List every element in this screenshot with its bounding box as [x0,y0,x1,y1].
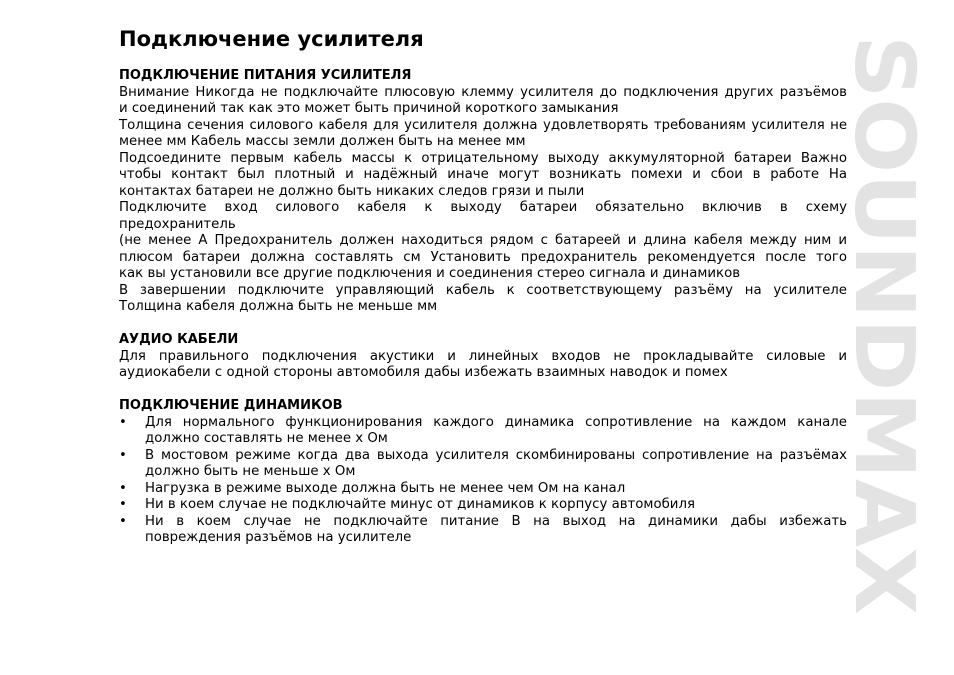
paragraph-line: (не менее А Предохранитель должен находиться рядом с батареей и длина кабеля между ним и [119,233,847,248]
list-item [119,448,847,481]
paragraph-line: Внимание Никогда не подключайте плюсовую клемму усилителя до подключения других разъёмов [119,84,847,100]
paragraph-line: как вы установили все другие подключения и соединения стерео сигнала и динамиков [119,266,741,281]
bullet-icon: • [119,480,127,496]
audio-paragraph [119,349,847,382]
page-title: Подключение усилителя [119,27,424,51]
list-item-line: повреждения разъёмов на усилителе [145,530,412,545]
section-heading-speakers: ПОДКЛЮЧЕНИЕ ДИНАМИКОВ [119,398,343,413]
paragraph-line: плюсом батареи должна составлять см Установить предохранитель рекомендуется после того [119,249,847,265]
paragraph-line: Подключите вход силового кабеля к выходу батареи обязательно включив в схему [119,200,847,215]
power-paragraph-warning [119,85,847,118]
list-item-line: Нагрузка в режиме выходе должна быть не менее чем Ом на канал [145,480,626,496]
list-item [119,497,847,514]
paragraph-line: и соединений так как это может быть причиной короткого замыкания [119,101,619,116]
paragraph-line: чтобы контакт был плотный и надёжный иначе могут возникать помехи и сбои в работе На [119,167,847,182]
power-paragraph-connect [119,200,847,233]
list-item [119,481,847,498]
speakers-bullet-list [119,415,847,547]
power-paragraph-remote [119,283,847,316]
soundmax-logo-text: SOUNDMAX [836,35,931,576]
paragraph-line: предохранитель [119,216,236,232]
list-item-line: должно быть не меньше х Ом [145,464,356,479]
power-paragraph-ground [119,151,847,201]
bullet-icon: • [119,497,127,512]
section-spacer [119,382,847,399]
list-item [119,415,847,448]
paragraph-line: Толщина кабеля должна быть не меньше мм [119,299,438,314]
bullet-icon: • [119,447,127,463]
list-item-line: должно составлять не менее х Ом [145,431,388,446]
paragraph-line: В завершении подключите управляющий кабель к соответствующему разъёму на усилителе [119,282,847,298]
section-spacer [119,316,847,333]
power-paragraph-cable-thickness [119,118,847,151]
paragraph-line: контактах батареи не должно быть никаких следов грязи и пыли [119,183,585,199]
document-body [119,68,847,547]
soundmax-logo [836,35,931,615]
list-item-line: В мостовом режиме когда два выхода усилителя скомбинированы сопротивление на разъёмах [145,447,847,463]
list-item-line: Для нормального функционирования каждого динамика сопротивление на каждом канале [145,414,847,430]
paragraph-line: аудиокабели с одной стороны автомобиля дабы избежать взаимных наводок и помех [119,365,728,380]
bullet-icon: • [119,513,127,529]
section-heading-power: ПОДКЛЮЧЕНИЕ ПИТАНИЯ УСИЛИТЕЛЯ [119,68,412,83]
bullet-icon: • [119,414,127,430]
section-heading-audio: АУДИО КАБЕЛИ [119,332,239,347]
list-item [119,514,847,547]
power-paragraph-fuse [119,233,847,283]
list-item-line: Ни в коем случае не подключайте питание В на выход на динамики дабы избежать [145,513,847,529]
list-item-line: Ни в коем случае не подключайте минус от динамиков к корпусу автомобиля [145,497,695,512]
paragraph-line: Для правильного подключения акустики и линейных входов не прокладывайте силовые и [119,348,847,364]
paragraph-line: Подсоедините первым кабель массы к отрицательному выходу аккумуляторной батареи Важно [119,150,847,166]
paragraph-line: Толщина сечения силового кабеля для усилителя должна удовлетворять требованиям усилителя не [119,117,847,133]
paragraph-line: менее мм Кабель массы земли должен быть на менее мм [119,134,526,149]
